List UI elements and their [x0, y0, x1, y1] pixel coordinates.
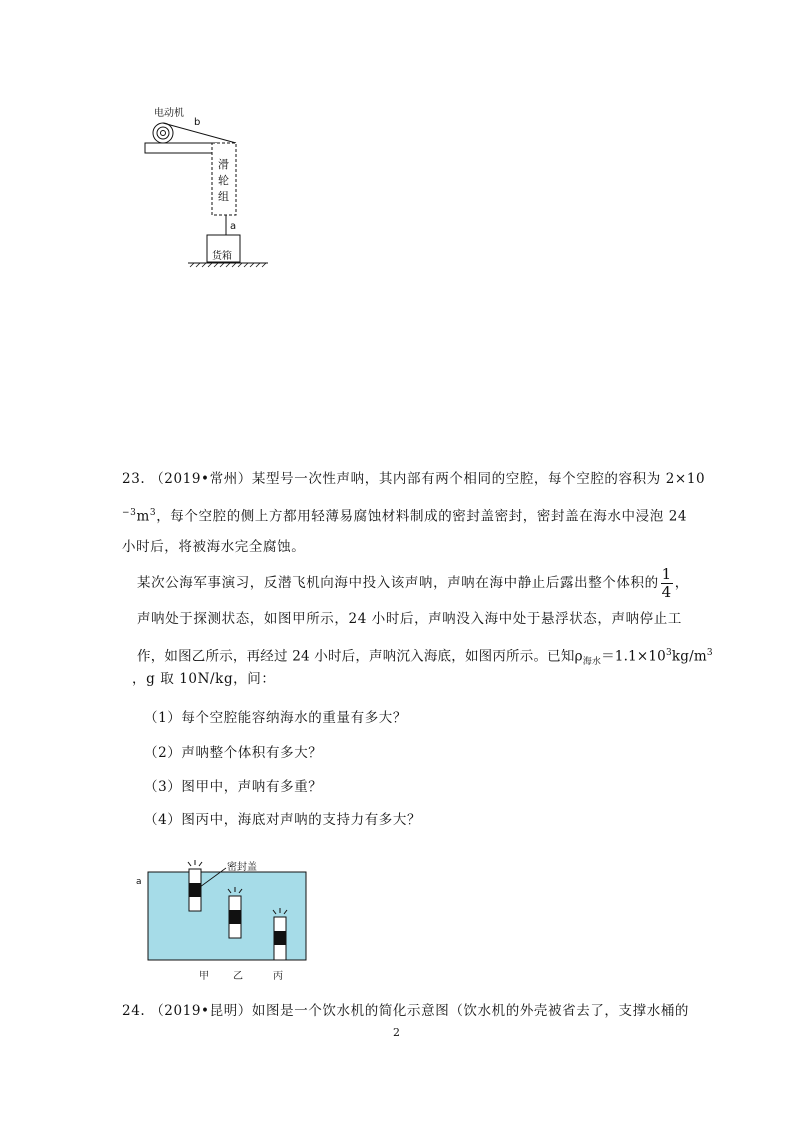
- sub-question-1: （1）每个空腔能容纳海水的重量有多大？: [144, 710, 407, 726]
- q23-line2-text: ，每个空腔的侧上方都用轻薄易腐蚀材料制成的密封盖密封，密封盖在海水中浸泡 24: [156, 508, 688, 525]
- q23-para2-line4-text: ，g 取 10N/kg，问：: [132, 671, 276, 687]
- sub-question-3: （3）图甲中，声呐有多重？: [144, 779, 323, 795]
- q23-exp: −3: [122, 508, 137, 518]
- q24-source: （2019•昆明）: [150, 1003, 252, 1019]
- rho-symbol: ρ: [574, 648, 583, 665]
- q23-unit-exp: 3: [149, 508, 157, 518]
- rope-b-label: b: [194, 117, 201, 128]
- q23-para2-line3-text: 作，如图乙所示，再经过 24 小时后，声呐沉入海底，如图丙所示。已知: [137, 648, 575, 665]
- label-jia: 甲: [199, 971, 209, 982]
- q23-unit: m: [136, 508, 150, 525]
- q23-para2-line1-text: 某次公海军事演习，反潜飞机向海中投入该声呐，声呐在海中静止后露出整个体积的: [137, 575, 659, 591]
- pulley-label-3: 组: [218, 190, 229, 203]
- rho-value: ＝1.1×10: [601, 648, 666, 665]
- figure-motor-pulley-drawing: [140, 95, 280, 275]
- figure-sonar: [134, 850, 314, 982]
- sonar-jia: [188, 860, 202, 911]
- q23-para2-line4: [132, 662, 276, 696]
- label-yi: 乙: [233, 971, 243, 982]
- figure-motor-pulley: [140, 95, 280, 275]
- rho-exp: 3: [665, 648, 672, 658]
- label-bing: 丙: [273, 971, 283, 982]
- sub-question-2: （2）声呐整个体积有多大？: [144, 745, 323, 761]
- q23-para2-line2: [137, 602, 682, 636]
- page-number: 2: [393, 1026, 400, 1039]
- pulley-label-2: 轮: [218, 174, 229, 187]
- q23-line1: [122, 462, 705, 496]
- left-mark-a: a: [136, 877, 142, 887]
- rho-unit-exp: 3: [706, 648, 713, 658]
- sub-question-4: （4）图丙中，海底对声呐的支持力有多大？: [144, 812, 422, 828]
- frac-numerator: 1: [661, 565, 672, 583]
- figure-sonar-drawing: [134, 850, 314, 982]
- q24-number: 24.: [122, 1003, 146, 1019]
- fraction-one-quarter: [661, 567, 673, 600]
- q23-source: （2019•常州）: [150, 471, 252, 487]
- q24-line1: [122, 994, 689, 1028]
- q23-para2-line2-text: 声呐处于探测状态，如图甲所示，24 小时后，声呐没入海中处于悬浮状态，声呐停止工: [137, 611, 682, 627]
- q23-line3: [122, 530, 305, 564]
- rho-unit: kg/m: [671, 648, 707, 665]
- rho-sub: 海水: [582, 657, 602, 668]
- box-label: 货箱: [212, 251, 232, 262]
- q23-number: 23.: [122, 471, 146, 487]
- q23-para2-line1-end: ，: [674, 575, 689, 591]
- rope-a-label: a: [230, 221, 237, 232]
- pulley-label-1: 滑: [218, 158, 229, 171]
- q23-line3-text: 小时后，将被海水完全腐蚀。: [122, 539, 306, 555]
- seal-label: 密封盖: [227, 862, 257, 873]
- q23-line2: [122, 496, 687, 534]
- q23-line1-text: 某型号一次性声呐，其内部有两个相同的空腔，每个空腔的容积为 2×10: [251, 471, 706, 487]
- q24-text: 如图是一个饮水机的简化示意图（饮水机的外壳被省去了，支撑水桶的: [251, 1003, 690, 1019]
- q23-para2-line1: [137, 566, 689, 600]
- frac-denominator: 4: [661, 583, 672, 601]
- motor-label: 电动机: [154, 108, 184, 119]
